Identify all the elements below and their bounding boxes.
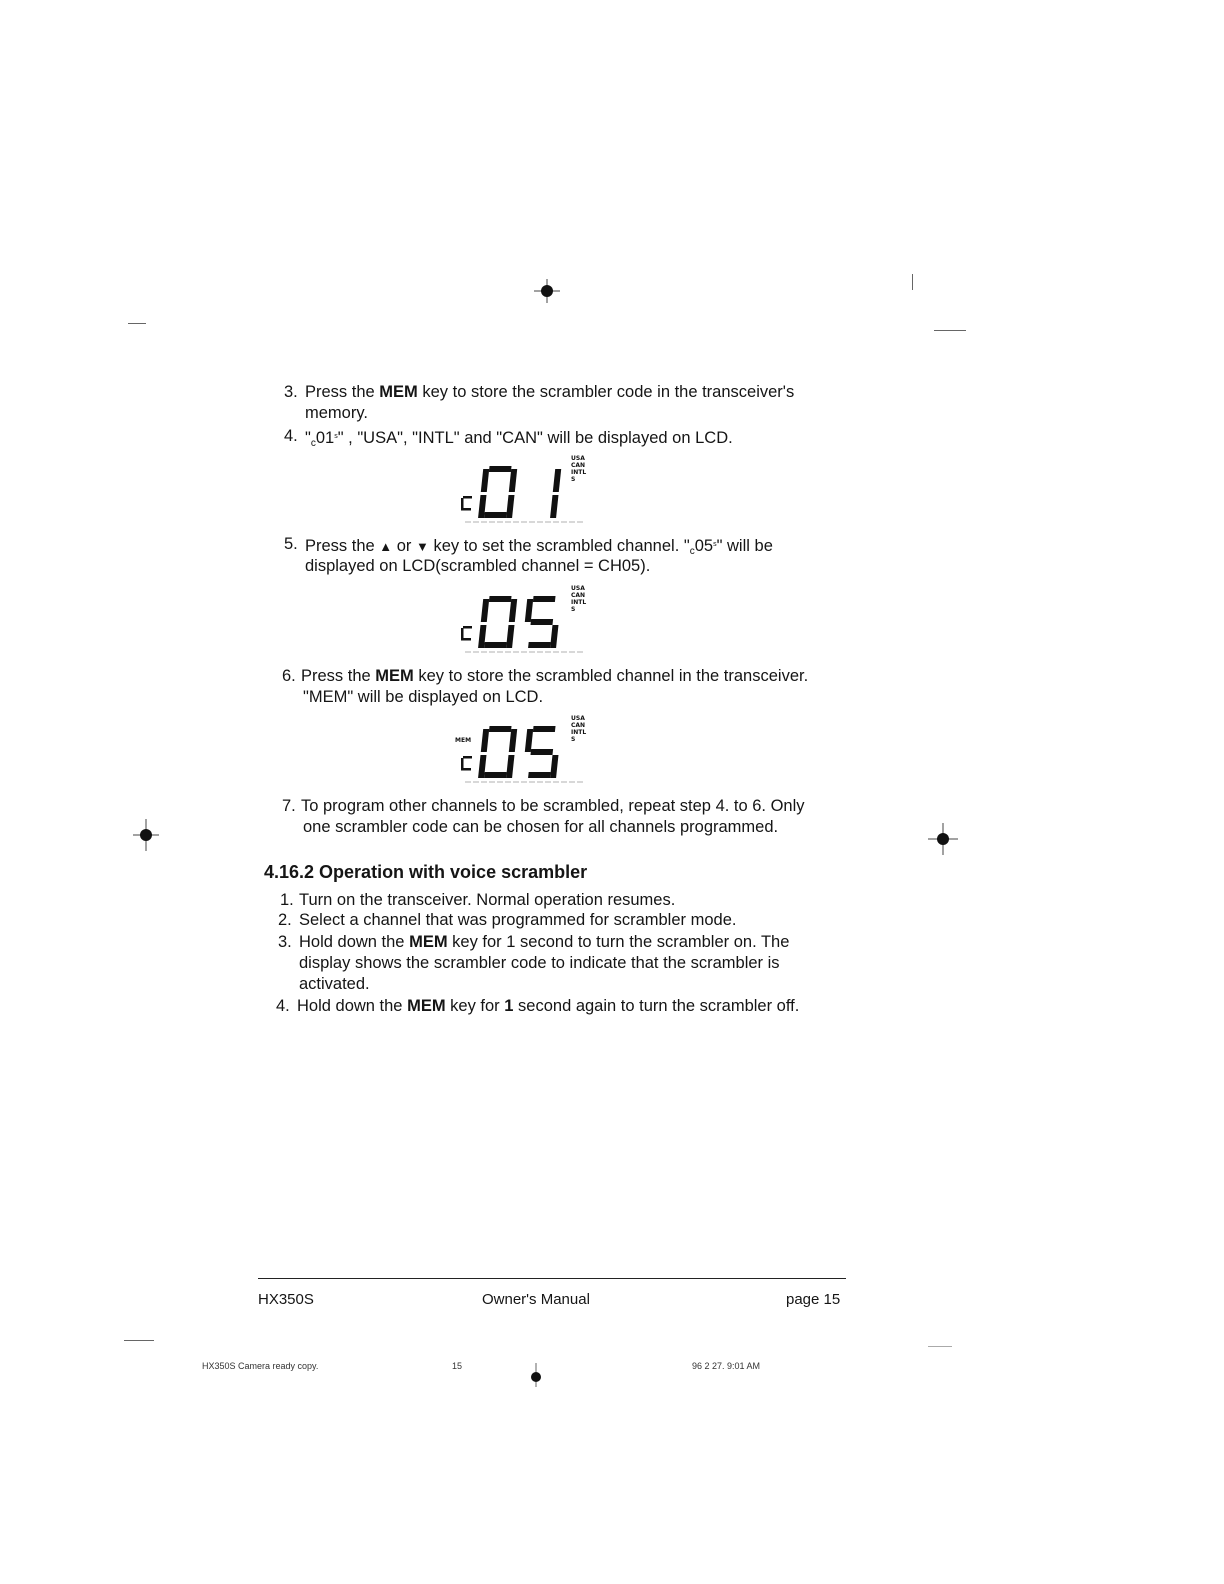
step-text: Press the [305,383,380,401]
step-text: key to store the scrambled channel in the transceiver. [413,667,809,685]
step-text: key to store the scrambler code in the transceiver's [417,383,795,401]
lcd-segment [530,749,553,755]
crop-mark [928,1346,952,1347]
lcd-display-mem-c05 [455,712,595,788]
step-number: 7. [282,797,296,815]
step-3 [284,382,884,426]
slug-page: 15 [452,1361,463,1371]
up-arrow-icon: ▲ [379,539,393,554]
lcd-segment [528,772,551,778]
crop-mark [912,274,913,290]
scrambled-channel-code: 05 [694,537,714,555]
step-text: key for [447,933,507,951]
step-text: Turn on the transceiver. Normal operation resumes. [299,891,676,909]
lcd-segment [509,599,517,622]
step-text: Hold down the [299,933,410,951]
lcd-segment [530,619,553,625]
lcd-segment [506,755,514,778]
lcd-segment [525,729,533,752]
lcd-segment [481,729,489,752]
lcd-indicator-usa: USA [571,715,585,722]
step-text: key for [445,997,505,1015]
op-step-2 [278,910,878,932]
lcd-segment [489,726,512,732]
step-text-line2: displayed on LCD(scrambled channel = CH05). [305,557,651,575]
mem-key-label: MEM [407,997,446,1015]
lcd-segment [550,625,558,648]
lcd-segment [489,466,512,472]
lcd-indicator-intl: INTL [571,599,587,606]
lcd-segment [481,469,489,492]
duration: 1 [506,933,516,951]
lcd-indicator-usa: USA [571,455,585,462]
step-5 [284,534,884,578]
lcd-segment [553,469,561,492]
lcd-digit-1 [550,469,561,518]
step-7 [282,796,882,840]
lcd-display-c01 [455,452,595,524]
lcd-digit-5 [525,726,559,778]
lcd-digit-0 [478,726,517,778]
lcd-segment [525,599,533,622]
lcd-prefix-c [461,756,472,771]
code-superscript: s [334,433,338,440]
lcd-indicator-s: S [571,476,576,483]
step-text-line2: "MEM" will be displayed on LCD. [303,688,544,706]
step-number: 1. [280,891,294,909]
lcd-digit-0 [478,596,517,648]
lcd-display-c05 [455,582,595,658]
lcd-indicator-can: CAN [571,722,586,729]
lcd-segment [484,642,507,648]
lcd-indicator-s: S [571,606,576,613]
lcd-indicator-can: CAN [571,592,586,599]
step-text-line2: memory. [305,404,368,422]
mem-key-label: MEM [375,667,414,685]
lcd-indicator-s: S [571,736,576,743]
step-text: second to turn the scrambler on. The [515,933,790,951]
step-text-line2: one scrambler code can be chosen for all channels programmed. [303,818,779,836]
scrambler-code: 01 [315,429,335,447]
registration-mark-icon [131,818,161,852]
step-text-line2: display shows the scrambler code to indicate that the scrambler is [299,954,780,972]
mem-key-label: MEM [409,933,448,951]
step-number: 3. [278,933,292,951]
lcd-segment [484,512,507,518]
lcd-segment [550,495,558,518]
lcd-prefix-c [461,496,472,511]
step-text: " will be [716,537,773,555]
footer-rule [258,1278,846,1279]
footer-page-number: page 15 [786,1291,841,1308]
step-number: 5. [284,535,298,553]
crop-mark [128,323,146,324]
lcd-segment [509,469,517,492]
down-arrow-icon: ▼ [416,539,429,554]
step-text: Press the [305,537,380,555]
lcd-digit-0 [478,466,517,518]
op-step-3 [278,932,878,998]
step-text: second again to turn the scrambler off. [513,997,800,1015]
duration: 1 [504,997,514,1015]
step-number: 3. [284,383,298,401]
section-heading: 4.16.2 Operation with voice scrambler [264,862,588,882]
lcd-prefix-c [461,626,472,641]
op-step-1 [280,890,880,912]
lcd-segment [489,596,512,602]
code-superscript: s [713,541,717,548]
lcd-segment [533,726,556,732]
step-text: To program other channels to be scrambled, repeat step 4. to 6. Only [301,797,805,815]
step-text: " , "USA", "INTL" and "CAN" will be displayed on LCD. [337,429,733,447]
lcd-segment [506,625,514,648]
step-text: or [392,537,417,555]
lcd-segment [550,755,558,778]
footer-model: HX350S [258,1291,314,1308]
lcd-mem-indicator: MEM [455,737,472,744]
quote: " [305,429,311,447]
lcd-indicator-can: CAN [571,462,586,469]
step-number: 4. [284,427,298,445]
lcd-segment [506,495,514,518]
lcd-indicator-intl: INTL [571,469,587,476]
crop-mark [934,330,966,331]
registration-mark-icon [532,278,562,304]
step-number: 4. [276,997,290,1015]
step-number: 2. [278,911,292,929]
op-step-4 [276,996,886,1018]
step-text: Select a channel that was programmed for scrambler mode. [299,911,737,929]
footer-title: Owner's Manual [482,1291,590,1308]
lcd-segment [484,772,507,778]
mem-key-label: MEM [379,383,418,401]
registration-mark-icon [926,822,960,856]
lcd-segment [509,729,517,752]
lcd-indicator-intl: INTL [571,729,587,736]
step-text: key to set the scrambled channel. " [428,537,690,555]
slug-filename: HX350S Camera ready copy. [202,1361,319,1371]
slug-timestamp: 96 2 27. 9:01 AM [692,1361,761,1371]
step-text: Press the [301,667,376,685]
step-text: Hold down the [297,997,408,1015]
crop-mark [124,1340,154,1341]
lcd-segment [528,642,551,648]
registration-mark-icon [524,1362,548,1388]
lcd-indicator-usa: USA [571,585,585,592]
step-text-line3: activated. [299,975,370,993]
code-subscript: c [310,438,316,449]
step-6 [282,666,882,710]
step-4 [284,426,884,450]
lcd-segment [481,599,489,622]
code-subscript: c [689,546,695,557]
lcd-digit-5 [525,596,559,648]
lcd-segment [533,596,556,602]
step-number: 6. [282,667,296,685]
